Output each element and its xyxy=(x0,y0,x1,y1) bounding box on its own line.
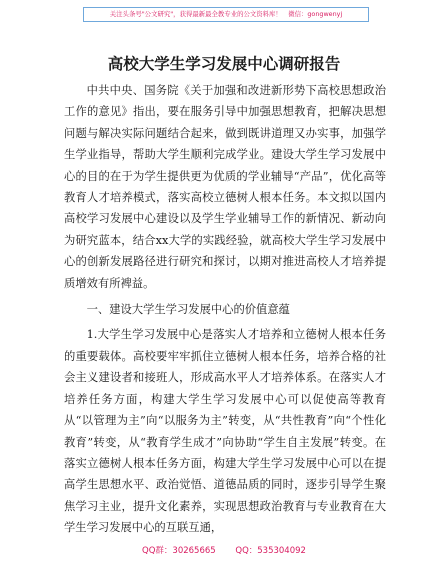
intro-paragraph: 中共中央、国务院《关于加强和改进新形势下高校思想政治工作的意见》指出，要在服务引导中加强思想教育，把解决思想问题与解决实际问题结合起来，做到既讲道理又办实事，加强学生学业指导，帮助大学生顺利完成学业。建设大学生学习发展中心的目的在于为学生提供更为优质的学业辅导“产品”，优化高等教育人才培养模式，落实高校立德树人根本任务。本文拟以国内高校学习发展中心建设以及学生学业辅导工作的新情况、新动向为研究蓝本，结合xx大学的实践经验，就高校大学生学习发展中心的创新发展路径进行研究和探讨，以期对推进高校人才培养提质增效有所裨益。 xyxy=(64,84,386,290)
footer-contact xyxy=(0,544,448,556)
qq-text: QQ：535304092 xyxy=(235,546,306,556)
document-title: 高校大学生学习发展中心调研报告 xyxy=(107,55,341,73)
promo-banner: 关注头条号"公文研究"，获得最新最全教专业的公文资料库！ 微信：gongwenyj xyxy=(83,7,369,22)
qq-group-text: QQ群：30265665 xyxy=(142,546,216,556)
section-heading: 一、建设大学生学习发展中心的价值意蕴 xyxy=(86,303,290,317)
document-body xyxy=(64,80,386,539)
section-paragraph: 1.大学生学习发展中心是落实人才培养和立德树人根本任务的重要载体。高校要牢牢抓住立德树人根本任务，培养合格的社会主义建设者和接班人，形成高水平人才培养体系。在落实人才培养任务方面，构建大学生学习发展中心可以促使高等教育从“以管理为主”向“以服务为主”转变，从“共性教育”向“个性化教育”转变，从“教育学生成才”向协助“学生自主发展”转变。在落实立德树人根本任务方面，构建大学生学习发展中心可以在提高学生思想水平、政治觉悟、道德品质的同时，逐步引导学生聚焦学习主业，提升文化素养，实现思想政治教育与专业教育在大学生学习发展中心的互联互通， xyxy=(64,328,386,535)
